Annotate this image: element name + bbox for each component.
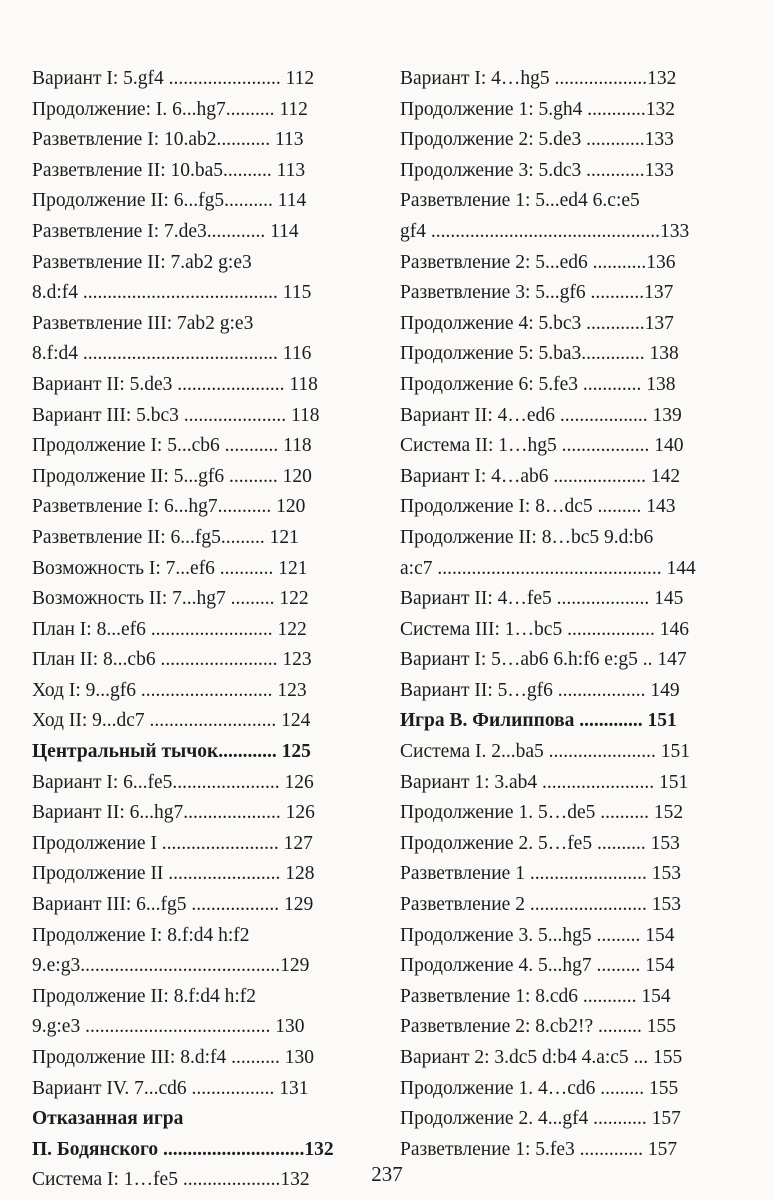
toc-entry: Вариант II: 5.de3 ...................... 118 <box>32 373 318 395</box>
toc-entry: Вариант I: 5.gf4 ....................... 112 <box>32 68 315 89</box>
toc-section-heading: Игра В. Филиппова ............. 151 <box>400 710 677 732</box>
toc-entry: Продолжение 3: 5.dc3 ............133 <box>400 159 674 181</box>
toc-entry: 9.g:e3 ...................................... 130 <box>32 1016 305 1038</box>
toc-entry: Вариант 1: 3.ab4 ....................... 151 <box>400 771 689 793</box>
toc-entry: Ход I: 9...gf6 ........................... 123 <box>32 679 307 701</box>
toc-entry: Вариант II: 4…ed6 .................. 139 <box>400 404 682 426</box>
toc-entry: Продолжение 6: 5.fe3 ............ 138 <box>400 373 676 395</box>
toc-entry: Вариант IV. 7...cd6 ................. 131 <box>32 1077 309 1099</box>
toc-entry: Вариант I: 4…hg5 ...................132 <box>400 68 677 89</box>
toc-entry: Система III: 1…bc5 .................. 146 <box>400 618 689 640</box>
toc-entry: Продолжение 3. 5...hg5 ......... 154 <box>400 924 675 946</box>
toc-entry: Разветвление III: 7ab2 g:e3 <box>32 312 254 334</box>
toc-entry: Система I: 1…fe5 ....................132 <box>32 1169 310 1191</box>
toc-entry: Вариант II: 5…gf6 .................. 149 <box>400 679 680 701</box>
toc-entry: Разветвление 2: 8.cb2!? ......... 155 <box>400 1016 677 1038</box>
toc-entry: gf4 ...............................................133 <box>400 220 690 242</box>
toc-left-column <box>32 64 358 1196</box>
toc-entry: Продолжение 2: 5.de3 ............133 <box>400 129 674 151</box>
toc-entry: Разветвление 2: 5...ed6 ...........136 <box>400 251 676 273</box>
toc-entry: Продолжение 4: 5.bc3 ............137 <box>400 312 674 334</box>
toc-entry: Продолжение II ....................... 128 <box>32 863 315 885</box>
toc-entry: Система I. 2...ba5 ...................... 151 <box>400 741 691 763</box>
toc-entry: 9.e:g3.........................................129 <box>32 955 310 977</box>
toc-entry: Продолжение I: 8.f:d4 h:f2 <box>32 924 250 946</box>
toc-entry: Разветвление II: 7.ab2 g:e3 <box>32 251 252 273</box>
toc-entry: Продолжение 1: 5.gh4 ............132 <box>400 98 675 120</box>
toc-entry: Продолжение I: 5...cb6 ........... 118 <box>32 435 312 457</box>
toc-entry: Разветвление I: 10.ab2........... 113 <box>32 129 304 151</box>
toc-entry: Вариант I: 4…ab6 ................... 142 <box>400 465 681 487</box>
toc-entry: Разветвление II: 6...fg5......... 121 <box>32 526 299 548</box>
toc-entry: 8.f:d4 ........................................ 116 <box>32 343 312 365</box>
toc-entry: Разветвление I: 7.de3............ 114 <box>32 220 299 242</box>
toc-entry: Разветвление 1 ........................ 153 <box>400 863 681 885</box>
toc-entry: Вариант III: 6...fg5 .................. 129 <box>32 894 314 916</box>
toc-entry: a:c7 .............................................. 144 <box>400 557 696 579</box>
toc-entry: Вариант II: 4…fe5 ................... 145 <box>400 588 684 610</box>
toc-entry: Продолжение I ........................ 127 <box>32 832 313 854</box>
toc-entry: Ход II: 9...dc7 .......................... 124 <box>32 710 311 732</box>
page-number: 237 <box>371 1162 403 1186</box>
toc-entry: Разветвление II: 10.ba5.......... 113 <box>32 159 306 181</box>
toc-entry: Вариант 2: 3.dc5 d:b4 4.a:c5 ... 155 <box>400 1047 683 1068</box>
toc-entry: 8.d:f4 ........................................ 115 <box>32 282 312 304</box>
toc-entry: План I: 8...ef6 ......................... 122 <box>32 618 307 640</box>
toc-entry: Продолжение II: 5...gf6 .......... 120 <box>32 465 312 487</box>
toc-entry: Продолжение 4. 5...hg7 ......... 154 <box>400 955 675 977</box>
toc-entry: Вариант I: 6...fe5...................... 126 <box>32 771 314 793</box>
toc-entry: Вариант I: 5…ab6 6.h:f6 e:g5 .. 147 <box>400 649 687 671</box>
toc-section-heading: П. Бодянского .............................132 <box>32 1138 334 1160</box>
toc-entry: Продолжение I: 8…dc5 ......... 143 <box>400 496 676 518</box>
toc-entry: Продолжение 5: 5.ba3............. 138 <box>400 343 679 365</box>
toc-entry: Система II: 1…hg5 .................. 140 <box>400 435 684 457</box>
toc-entry: Вариант II: 6...hg7.................... 126 <box>32 802 315 824</box>
toc-entry: Продолжение II: 8…bc5 9.d:b6 <box>400 526 654 548</box>
toc-section-heading: Отказанная игра <box>32 1108 184 1130</box>
toc-right-column <box>400 64 734 1165</box>
toc-entry: Возможность II: 7...hg7 ......... 122 <box>32 588 309 610</box>
toc-entry: Вариант III: 5.bc3 ..................... 118 <box>32 404 320 426</box>
toc-entry: Продолжение 1. 4…cd6 ......... 155 <box>400 1077 679 1099</box>
toc-entry: Разветвление I: 6...hg7........... 120 <box>32 496 306 518</box>
toc-entry: План II: 8...cb6 ........................ 123 <box>32 649 312 671</box>
toc-entry: Возможность I: 7...ef6 ........... 121 <box>32 557 308 579</box>
toc-entry: Разветвление 2 ........................ 153 <box>400 894 681 916</box>
toc-entry: Продолжение 2. 4...gf4 ........... 157 <box>400 1108 681 1130</box>
toc-entry: Продолжение II: 8.f:d4 h:f2 <box>32 985 257 1007</box>
toc-section-heading: Центральный тычок............ 125 <box>32 741 311 763</box>
toc-entry: Продолжение: I. 6...hg7.......... 112 <box>32 98 308 120</box>
toc-entry: Продолжение III: 8.d:f4 .......... 130 <box>32 1047 314 1068</box>
toc-entry: Продолжение 1. 5…de5 .......... 152 <box>400 802 684 824</box>
toc-entry: Разветвление 1: 5.fe3 ............. 157 <box>400 1138 678 1160</box>
toc-entry: Разветвление 3: 5...gf6 ...........137 <box>400 282 674 304</box>
toc-entry: Продолжение 2. 5…fe5 .......... 153 <box>400 832 680 854</box>
toc-entry: Разветвление 1: 5...ed4 6.c:e5 <box>400 190 640 212</box>
toc-entry: Разветвление 1: 8.cd6 ........... 154 <box>400 985 671 1007</box>
toc-entry: Продолжение II: 6...fg5.......... 114 <box>32 190 307 212</box>
